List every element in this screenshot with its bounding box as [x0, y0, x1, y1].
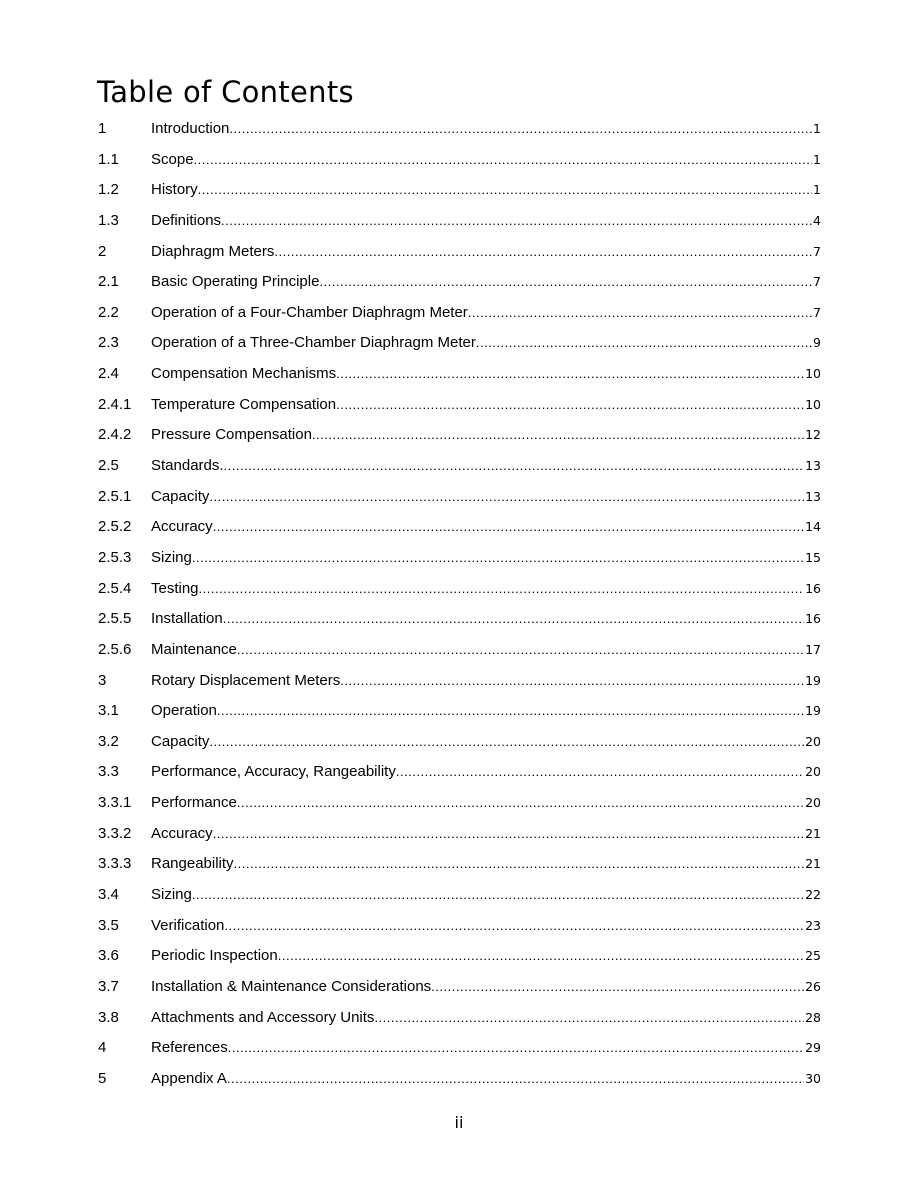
toc-entry-page: 10	[805, 366, 821, 382]
toc-entry-number: 1.2	[98, 181, 119, 199]
toc-entry-number: 3.3	[98, 763, 119, 781]
toc-entry-number: 3.3.1	[98, 794, 132, 812]
toc-entry-label: Periodic Inspection	[151, 947, 278, 965]
toc-entry-label: Standards.	[151, 457, 224, 475]
toc-entry-page: 9	[813, 335, 821, 351]
toc-entry-page: 17	[805, 641, 821, 657]
toc-entry-number: 5	[98, 1069, 107, 1087]
toc-dot-leader	[227, 1066, 804, 1092]
toc-entry[interactable]	[98, 361, 821, 392]
toc-entry-label: Scope	[151, 150, 194, 168]
toc-entry-label: Installation	[151, 610, 223, 628]
toc-entry-label: Pressure Compensation	[151, 426, 312, 444]
toc-entry-number: 2.5.6	[98, 640, 132, 658]
toc-dot-leader	[374, 1005, 804, 1031]
toc-entry-label: References	[151, 1039, 228, 1057]
toc-entry-number: 2.1	[98, 273, 119, 291]
toc-entry-number: 2.4	[98, 365, 119, 383]
toc-entry[interactable]	[98, 208, 821, 239]
toc-entry-number: 3.8	[98, 1008, 119, 1026]
toc-entry-label: Capacity	[151, 487, 210, 505]
toc-entry-number: 3.1	[98, 702, 119, 720]
toc-entry-page: 26	[805, 978, 821, 994]
toc-entry-page: 21	[805, 856, 821, 872]
toc-entry-label: Definitions	[151, 211, 222, 229]
toc-entry[interactable]	[98, 606, 821, 637]
toc-entry-number: 3.3.3	[98, 855, 132, 873]
toc-dot-leader	[217, 698, 804, 724]
toc-dot-leader	[468, 300, 812, 326]
toc-dot-leader	[223, 606, 804, 632]
toc-dot-leader	[213, 514, 804, 540]
toc-dot-leader	[234, 851, 805, 877]
toc-dot-leader	[340, 668, 804, 694]
toc-entry-label: Compensation Mechanisms	[151, 365, 337, 383]
toc-entry[interactable]	[98, 729, 821, 760]
toc-dot-leader	[229, 116, 812, 142]
toc-dot-leader	[336, 361, 804, 387]
toc-entry-number: 3.4	[98, 886, 119, 904]
toc-entry-page: 29	[805, 1040, 821, 1056]
toc-entry-page: 16	[805, 580, 821, 596]
toc-entry[interactable]	[98, 943, 821, 974]
toc-entry-page: 7	[813, 304, 821, 320]
toc-entry-number: 2.5.3	[98, 548, 132, 566]
toc-entry-label: Maintenance	[151, 640, 237, 658]
toc-entry-label: Performance, Accuracy, Rangeability	[151, 763, 396, 781]
toc-entry-label: Introduction	[151, 120, 230, 137]
toc-entry-page: 7	[813, 274, 821, 290]
toc-dot-leader	[213, 821, 804, 847]
toc-entry-page: 13	[805, 458, 821, 474]
toc-dot-leader	[209, 729, 804, 755]
toc-entry-page: 12	[805, 427, 821, 443]
toc-entry[interactable]	[98, 300, 821, 331]
toc-list	[98, 116, 821, 1097]
toc-entry[interactable]	[98, 790, 821, 821]
toc-entry-label: Appendix A	[151, 1069, 227, 1087]
toc-entry-page: 20	[805, 733, 821, 749]
toc-entry[interactable]	[98, 759, 821, 790]
toc-entry-number: 2.5	[98, 457, 119, 475]
toc-entry[interactable]	[98, 392, 821, 423]
toc-entry-number: 3.5	[98, 916, 119, 934]
toc-dot-leader	[221, 208, 812, 234]
toc-entry-label: Installation & Maintenance Considerations	[151, 977, 432, 995]
toc-entry-page: 16	[805, 611, 821, 627]
toc-entry-number: 2.5.4	[98, 579, 132, 597]
toc-entry-label: Temperature Compensation	[151, 395, 337, 413]
toc-entry-page: 23	[805, 917, 821, 933]
toc-entry-page: 22	[805, 887, 821, 903]
toc-entry-number: 2.3	[98, 334, 119, 352]
toc-entry-page: 13	[805, 488, 821, 504]
toc-entry-label: Rangeability	[151, 855, 234, 873]
toc-entry-page: 15	[805, 549, 821, 565]
toc-dot-leader	[224, 913, 804, 939]
toc-entry[interactable]	[98, 514, 821, 545]
toc-dot-leader	[228, 1035, 804, 1061]
toc-entry-number: 2.5.2	[98, 518, 132, 536]
toc-entry-label: Operation of a Three-Chamber Diaphragm Meter	[151, 334, 476, 352]
toc-entry-number: 2.2	[98, 303, 119, 321]
toc-entry-number: 3.7	[98, 977, 119, 995]
page-number: ii	[454, 1113, 464, 1132]
toc-entry-label: Accuracy	[151, 824, 213, 842]
toc-entry-number: 3	[98, 671, 107, 689]
toc-entry-number: 3.6	[98, 947, 119, 965]
toc-entry[interactable]	[98, 668, 821, 699]
toc-entry-label: Accuracy	[151, 518, 213, 536]
toc-entry-number: 3.3.2	[98, 824, 132, 842]
toc-entry[interactable]	[98, 698, 821, 729]
toc-dot-leader	[224, 453, 805, 479]
toc-entry[interactable]	[98, 330, 821, 361]
toc-entry[interactable]	[98, 576, 821, 607]
toc-entry-page: 21	[805, 825, 821, 841]
toc-entry[interactable]	[98, 882, 821, 913]
toc-dot-leader	[476, 330, 812, 356]
toc-entry[interactable]	[98, 974, 821, 1005]
toc-entry-label: Operation of a Four-Chamber Diaphragm Meter	[151, 303, 468, 321]
toc-entry-label: Rotary Displacement Meters	[151, 671, 341, 689]
toc-entry[interactable]	[98, 116, 821, 147]
toc-entry-number: 2	[98, 242, 107, 260]
toc-dot-leader	[237, 790, 804, 816]
toc-entry-number: 2.4.1	[98, 395, 132, 413]
toc-entry[interactable]	[98, 821, 821, 852]
toc-dot-leader	[192, 545, 804, 571]
toc-entry[interactable]	[98, 637, 821, 668]
toc-entry-label: Sizing	[151, 886, 192, 904]
toc-entry-page: 1	[813, 151, 821, 167]
toc-dot-leader	[199, 576, 805, 602]
toc-dot-leader	[319, 269, 812, 295]
toc-entry[interactable]	[98, 177, 821, 208]
toc-entry[interactable]	[98, 422, 821, 453]
toc-entry-label: Basic Operating Principle	[151, 273, 320, 291]
toc-entry-label: Testing	[151, 579, 199, 597]
toc-entry-number: 4	[98, 1039, 107, 1057]
toc-entry-label: Sizing	[151, 548, 192, 566]
toc-entry[interactable]	[98, 1005, 821, 1036]
toc-dot-leader	[192, 882, 804, 908]
toc-entry-page: 20	[805, 764, 821, 780]
toc-entry-number: 1	[98, 120, 107, 137]
toc-entry-label: Performance	[151, 794, 237, 812]
toc-entry-page: 25	[805, 948, 821, 964]
toc-entry-label: Diaphragm Meters	[151, 242, 275, 260]
toc-entry[interactable]	[98, 913, 821, 944]
toc-entry-number: 2.5.5	[98, 610, 132, 628]
toc-dot-leader	[209, 484, 804, 510]
toc-entry[interactable]	[98, 147, 821, 178]
toc-dot-leader	[198, 177, 812, 203]
toc-entry-label: Capacity	[151, 732, 210, 750]
toc-entry-page: 4	[813, 212, 821, 228]
toc-dot-leader	[194, 147, 813, 173]
toc-entry-number: 2.5.1	[98, 487, 132, 505]
toc-entry-label: Operation	[151, 702, 217, 720]
toc-entry-label: History	[151, 181, 198, 199]
toc-entry[interactable]	[98, 269, 821, 300]
toc-dot-leader	[431, 974, 804, 1000]
toc-entry[interactable]	[98, 545, 821, 576]
toc-entry-page: 19	[805, 703, 821, 719]
toc-entry-label: Attachments and Accessory Units	[151, 1008, 375, 1026]
toc-entry[interactable]	[98, 851, 821, 882]
toc-entry[interactable]	[98, 239, 821, 270]
toc-entry-number: 1.3	[98, 211, 119, 229]
toc-entry-label: Verification	[151, 916, 225, 934]
toc-entry-page: 7	[813, 243, 821, 259]
toc-entry[interactable]	[98, 1066, 821, 1097]
toc-entry[interactable]	[98, 1035, 821, 1066]
toc-dot-leader	[396, 759, 804, 785]
toc-entry-page: 1	[813, 182, 821, 198]
toc-dot-leader	[336, 392, 804, 418]
toc-entry-page: 20	[805, 795, 821, 811]
toc-entry-page: 19	[805, 672, 821, 688]
toc-entry[interactable]	[98, 484, 821, 515]
toc-dot-leader	[237, 637, 804, 663]
toc-entry-number: 2.4.2	[98, 426, 132, 444]
toc-dot-leader	[312, 422, 804, 448]
toc-dot-leader	[274, 239, 812, 265]
toc-entry-page: 10	[805, 396, 821, 412]
toc-entry-number: 3.2	[98, 732, 119, 750]
toc-entry-page: 1	[813, 121, 821, 136]
page-title: Table of Contents	[97, 75, 354, 109]
toc-entry-page: 28	[805, 1009, 821, 1025]
toc-entry-number: 1.1	[98, 150, 119, 168]
toc-dot-leader	[278, 943, 804, 969]
toc-entry-page: 14	[805, 519, 821, 535]
toc-entry-page: 30	[805, 1070, 821, 1086]
toc-entry[interactable]	[98, 453, 821, 484]
